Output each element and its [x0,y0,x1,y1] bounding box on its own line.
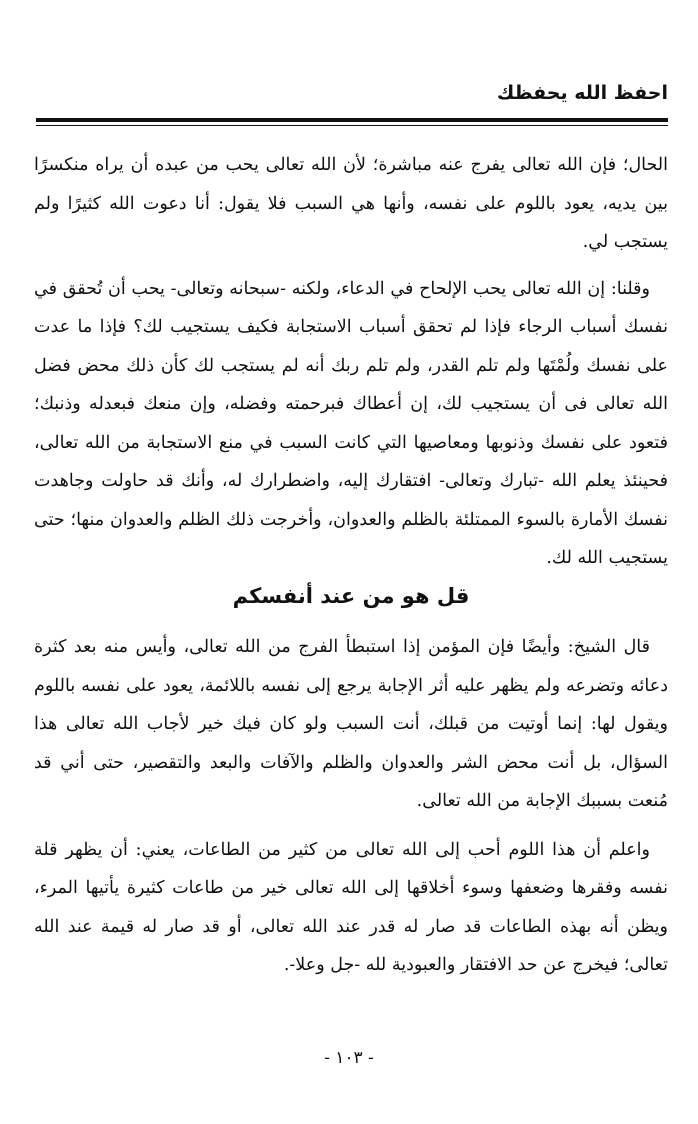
header-rule-thick [36,118,668,122]
header-rule-thin [36,125,668,126]
paragraph-3: قال الشيخ: وأيضًا فإن المؤمن إذا استبطأ الفرج من الله تعالى، وأيس منه بعد كثرة دعائه وتضرعه ولم يظهر عليه أثر الإجابة يرجع إلى نفسه باللائمة، يعود على نفسه باللوم ويقول لها: إنما أوتيت من قبلك، أنت السبب ولو كان فيك خير لأجاب الله تعالى هذا السؤال، بل أنت محض الشر والعدوان والظلم والآفات والبعد والتقصير، حتى أني قد مُنعت بسببك الإجابة من الله تعالى. [34,637,668,811]
body-text-bottom [34,628,668,985]
paragraph-4: واعلم أن هذا اللوم أحب إلى الله تعالى من كثير من الطاعات، يعني: أن يظهر قلة نفسه وفقرها وضعفها وسوء أخلاقها إلى الله تعالى خير من طاعات كثيرة يأتيها المرء، ويظن أنه بهذه الطاعات قد صار له قدر عند الله تعالى، أو قد صار له قيمة عند الله تعالى؛ فيخرج عن حد الافتقار والعبودية لله -جل وعلا-. [34,839,668,975]
running-header-title: احفظ الله يحفظك [496,82,668,104]
paragraph-2: وقلنا: إن الله تعالى يحب الإلحاح في الدعاء، ولكنه -سبحانه وتعالى- يحب أن تُحقق في نفسك أسباب الرجاء فإذا لم تحقق أسباب الاستجابة فكيف يستجيب لك؟ فإذا ما عدت على نفسك ولُمْتَها ولم تلم القدر، ولم تلم ربك أنه لم يستجب لك كأن ذلك محض فضل الله تعالى فى أن يستجيب لك، إن أعطاك فبرحمته وفضله، وإن منعك فبعدله وذنبك؛ فتعود على نفسك وذنوبها ومعاصيها التي كانت السبب في منع الاستجابة من الله تعالى، فحينئذ يعلم الله -تبارك وتعالى- افتقارك إليه، واضطرارك له، وأنك قد حاولت وجاهدت نفسك الأمارة بالسوء الممتلئة بالظلم والعدوان، وأخرجت ذلك الظلم والعدوان منها؛ حتى يستجيب الله لك. [34,278,668,568]
page-number: - ١٠٣ - [324,1048,374,1068]
section-heading: قل هو من عند أنفسكم [232,584,470,608]
body-text-top [34,146,668,578]
paragraph-1: الحال؛ فإن الله تعالى يفرج عنه مباشرة؛ لأن الله تعالى يحب من عبده أن يراه منكسرًا بين يديه، يعود باللوم على نفسه، وأنها هي السبب فلا يقول: أنا دعوت الله كثيرًا ولم يستجب لي. [34,155,668,252]
